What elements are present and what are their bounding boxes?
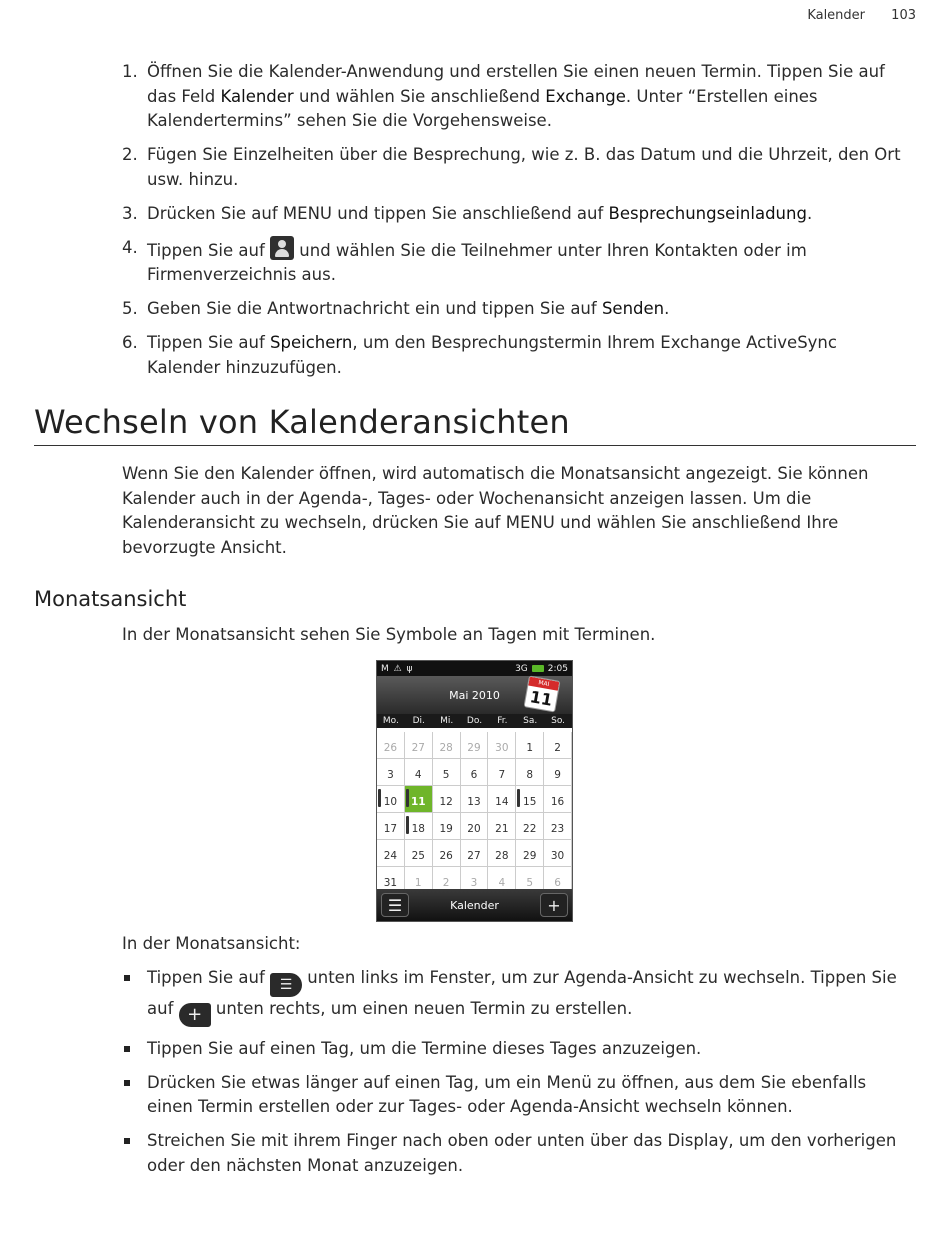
day-number: 1 <box>414 877 422 889</box>
day-number: 3 <box>387 769 394 781</box>
page-number: 103 <box>891 8 916 23</box>
day-cell[interactable] <box>544 813 572 840</box>
day-cell[interactable] <box>405 813 433 840</box>
list-menu-icon: ☰ <box>270 973 302 997</box>
step-text: . Unter “Erstellen eines Kalendertermins” sehen Sie die Vorgehensweise. <box>147 86 818 130</box>
day-number: 10 <box>383 796 398 808</box>
step-item <box>122 236 902 288</box>
day-cell[interactable] <box>488 759 516 786</box>
step-number: 2. <box>122 145 138 164</box>
weekday-header <box>377 714 572 728</box>
day-cell[interactable] <box>433 813 461 840</box>
bullet-list <box>122 966 902 1188</box>
event-indicator-icon <box>517 789 520 807</box>
step-text: Drücken Sie auf MENU und tippen Sie anschließend auf <box>147 203 609 223</box>
bullet-text: Tippen Sie auf einen Tag, um die Termine dieses Tages anzuzeigen. <box>147 1038 702 1058</box>
day-cell[interactable] <box>544 759 572 786</box>
day-number: 2 <box>442 877 450 889</box>
bullet-text: unten links im Fenster, um zur Agenda-Ansicht zu wechseln. Tippen Sie auf <box>147 968 897 1018</box>
day-cell[interactable] <box>461 786 489 813</box>
step-text: Öffnen Sie die Kalender-Anwendung und erstellen Sie einen neuen Termin. Tippen Sie auf das Feld <box>147 62 885 106</box>
subsection-title: Monatsansicht <box>34 587 187 611</box>
day-number: 7 <box>498 769 506 781</box>
day-number: 4 <box>498 877 506 889</box>
list-menu-icon[interactable]: ☰ <box>381 893 409 917</box>
day-number: 6 <box>554 877 561 889</box>
steps-list <box>122 60 902 390</box>
day-cell[interactable] <box>461 759 489 786</box>
event-indicator-icon <box>406 789 409 807</box>
step-item <box>122 143 902 192</box>
bullet-marker <box>124 1080 130 1086</box>
day-cell[interactable] <box>433 732 461 759</box>
ui-term: Speichern <box>270 333 353 352</box>
network-indicator: 3G <box>515 663 528 674</box>
day-number: 15 <box>523 796 537 808</box>
section-title: Wechseln von Kalenderansichten <box>34 403 916 446</box>
day-cell[interactable] <box>377 732 405 759</box>
step-item <box>122 297 902 322</box>
weekday-label: Mi. <box>440 716 454 726</box>
bullet-text: unten rechts, um einen neuen Termin zu erstellen. <box>210 999 633 1018</box>
calendar-header <box>377 676 572 714</box>
day-cell[interactable] <box>405 840 433 867</box>
day-cell[interactable] <box>377 840 405 867</box>
day-cell[interactable] <box>461 840 489 867</box>
bullet-marker <box>124 1046 130 1052</box>
battery-icon <box>532 665 544 672</box>
step-item <box>122 60 902 134</box>
day-number: 21 <box>495 823 509 835</box>
month-grid <box>377 732 572 894</box>
day-number: 2 <box>554 742 561 754</box>
day-cell[interactable] <box>433 786 461 813</box>
bottom-bar-label: Kalender <box>450 898 499 912</box>
day-number: 26 <box>439 850 453 862</box>
bullet-item <box>122 966 902 1027</box>
status-notification-icons: M ⚠ ψ <box>381 663 414 674</box>
day-number: 4 <box>414 769 422 781</box>
ui-term: Senden <box>601 299 665 318</box>
month-view-label: In der Monatsansicht: <box>122 934 301 953</box>
day-cell[interactable] <box>433 759 461 786</box>
step-text: Tippen Sie auf <box>147 333 271 352</box>
day-number: 17 <box>383 823 398 835</box>
calendar-icon-month: MAI <box>528 677 559 691</box>
step-text: Fügen Sie Einzelheiten über die Besprechung, wie z. B. das Datum und die Uhrzeit, den Ort usw. hinzu. <box>147 145 901 189</box>
header-section: Kalender <box>807 8 866 23</box>
day-cell[interactable] <box>544 786 572 813</box>
day-cell[interactable] <box>544 840 572 867</box>
step-item <box>122 202 902 227</box>
day-number: 8 <box>526 769 534 781</box>
day-number: 27 <box>467 850 481 862</box>
status-time: 2:05 <box>547 663 568 674</box>
day-number: 5 <box>526 877 534 889</box>
step-number: 1. <box>122 62 138 81</box>
day-cell[interactable] <box>516 813 544 840</box>
weekday-label: Sa. <box>523 716 538 726</box>
step-text: Tippen Sie auf <box>147 240 271 260</box>
day-number: 11 <box>410 796 426 808</box>
ui-term: Besprechungseinladung <box>608 203 807 223</box>
day-cell[interactable] <box>433 840 461 867</box>
step-text: , um den Besprechungstermin Ihrem Exchange ActiveSync Kalender hinzuzufügen. <box>147 333 837 377</box>
step-text: und wählen Sie anschließend <box>293 86 546 106</box>
day-cell[interactable] <box>488 813 516 840</box>
weekday-label: Do. <box>466 716 483 726</box>
bullet-text: Streichen Sie mit ihrem Finger nach oben oder unten über das Display, um den vorherigen oder den nächsten Monat anzuzeigen. <box>147 1131 897 1175</box>
day-number: 24 <box>383 850 398 862</box>
step-text: und wählen Sie die Teilnehmer unter Ihren Kontakten oder im Firmenverzeichnis aus. <box>147 240 807 284</box>
step-text: . <box>664 299 670 318</box>
day-number: 13 <box>467 796 481 808</box>
day-cell[interactable] <box>516 786 544 813</box>
step-number: 4. <box>122 237 138 257</box>
day-number: 6 <box>470 769 478 781</box>
calendar-screenshot <box>376 660 573 922</box>
day-number: 19 <box>439 823 453 835</box>
calendar-app-icon <box>523 675 560 712</box>
ui-term: Exchange <box>545 86 626 106</box>
day-number: 18 <box>411 823 425 835</box>
day-number: 28 <box>495 850 509 862</box>
day-cell[interactable] <box>516 759 544 786</box>
day-number: 20 <box>467 823 481 835</box>
day-cell[interactable] <box>461 732 489 759</box>
day-number: 26 <box>383 742 398 754</box>
day-cell[interactable] <box>377 813 405 840</box>
day-cell[interactable] <box>488 732 516 759</box>
subsection-intro: In der Monatsansicht sehen Sie Symbole an Tagen mit Terminen. <box>122 625 656 644</box>
bullet-text: Drücken Sie etwas länger auf einen Tag, um ein Menü zu öffnen, aus dem Sie ebenfalls einen Termin erstellen oder zur Tages- oder Agenda-Ansicht wechseln können. <box>147 1072 867 1116</box>
bullet-item <box>122 1071 902 1120</box>
plus-icon: + <box>179 1003 211 1027</box>
plus-icon[interactable]: + <box>540 893 568 917</box>
day-number: 5 <box>442 769 450 781</box>
status-bar <box>377 661 572 676</box>
day-number: 23 <box>550 823 565 835</box>
day-cell[interactable] <box>488 786 516 813</box>
day-number: 29 <box>523 850 537 862</box>
day-cell[interactable] <box>377 759 405 786</box>
day-cell[interactable] <box>544 732 572 759</box>
event-indicator-icon <box>406 816 409 834</box>
step-number: 3. <box>122 203 138 223</box>
bullet-text: Tippen Sie auf <box>147 968 271 987</box>
day-number: 30 <box>550 850 565 862</box>
day-cell[interactable] <box>377 786 405 813</box>
day-cell[interactable] <box>516 732 544 759</box>
day-cell[interactable] <box>488 840 516 867</box>
ui-term: Kalender <box>220 86 294 106</box>
weekday-label: Di. <box>412 716 425 726</box>
day-number: 31 <box>383 877 398 889</box>
day-number: 16 <box>550 796 565 808</box>
bullet-marker <box>124 1138 130 1144</box>
weekday-label: Fr. <box>497 716 508 726</box>
day-number: 29 <box>467 742 481 754</box>
day-number: 14 <box>495 796 509 808</box>
contact-person-icon <box>270 236 294 260</box>
bullet-marker <box>124 975 130 981</box>
day-cell[interactable] <box>461 813 489 840</box>
bullet-item <box>122 1129 902 1178</box>
bullet-item <box>122 1037 902 1062</box>
bottom-bar <box>377 889 572 921</box>
day-number: 25 <box>411 850 425 862</box>
step-text: . <box>806 203 813 223</box>
step-item <box>122 331 902 380</box>
step-number: 5. <box>122 299 138 318</box>
weekday-label: Mo. <box>382 716 399 726</box>
day-number: 3 <box>470 877 478 889</box>
section-intro: Wenn Sie den Kalender öffnen, wird automatisch die Monatsansicht angezeigt. Sie können Kalender auch in der Agenda-, Tages- oder Wochenansicht anzeigen lassen. Um die Kalenderansicht zu wechseln, drücken Sie auf MENU und wählen Sie anschließend Ihre bevorzugte Ansicht. <box>122 464 869 557</box>
day-cell[interactable] <box>516 840 544 867</box>
month-title: Mai 2010 <box>449 688 500 702</box>
day-cell[interactable] <box>405 732 433 759</box>
step-text: Geben Sie die Antwortnachricht ein und tippen Sie auf <box>147 299 602 318</box>
calendar-icon-day: 11 <box>528 687 554 710</box>
step-number: 6. <box>122 333 138 352</box>
day-cell[interactable] <box>405 759 433 786</box>
day-number: 1 <box>526 742 534 754</box>
event-indicator-icon <box>378 789 381 807</box>
day-number: 27 <box>411 742 425 754</box>
day-number: 28 <box>439 742 453 754</box>
day-number: 9 <box>554 769 561 781</box>
day-cell-today[interactable] <box>405 786 433 813</box>
running-header <box>807 8 916 23</box>
day-number: 22 <box>523 823 537 835</box>
day-number: 12 <box>439 796 453 808</box>
weekday-label: So. <box>551 716 566 726</box>
day-number: 30 <box>495 742 509 754</box>
